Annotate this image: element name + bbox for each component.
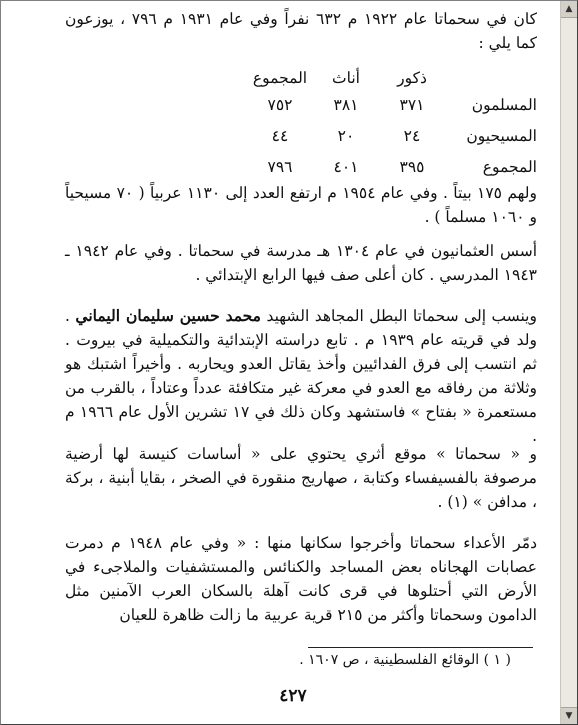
hero-text-rest: . ولد في قريته عام ١٩٣٩ م . تابع دراسته الإبتدائية والتكميلية في بيروت . ثم انتسب إلى فرق الفدائيين وأخذ يقاتل العدو ويحاربه . وأخيراً اشتبك هو وثلاثة من رفاقه مع العدو في معركة غير متكافئة عدداً وعتاداً ، بالقرب من مستعمرة « بفتاح » فاستشهد وكان ذلك في ١٧ تشرين الأول عام ١٩٦٦ م . xyxy=(65,307,537,445)
table-cell: ٧٩٦ xyxy=(267,157,293,176)
table-cell: المسيحيون xyxy=(466,126,537,145)
site-paragraph xyxy=(65,442,537,514)
scroll-down-button[interactable]: ▼ xyxy=(561,707,577,724)
table-row xyxy=(247,151,537,182)
book-page xyxy=(19,1,567,724)
intro-text: كان في سحماتا عام ١٩٢٢ م ٦٣٢ نفراً وفي عام ١٩٣١ م ٧٩٦ ، يوزعون كما يلي : xyxy=(65,10,538,52)
footnote-divider xyxy=(308,647,533,648)
hero-text xyxy=(65,304,537,448)
table-cell: ٢٤ xyxy=(403,126,421,145)
table-cell: ٣٨١ xyxy=(333,95,359,114)
hero-text-start: وينسب إلى سحماتا البطل المجاهد الشهيد xyxy=(266,307,537,325)
houses-paragraph xyxy=(65,181,537,229)
table-header-cell: المجموع xyxy=(252,69,308,87)
destruction-paragraph xyxy=(65,531,537,627)
table-header-row xyxy=(247,67,537,89)
intro-paragraph xyxy=(65,7,537,55)
table-cell: ٣٩٥ xyxy=(399,157,425,176)
table-cell: ٣٧١ xyxy=(399,95,425,114)
hero-name: محمد حسين سليمان اليماني xyxy=(75,306,261,325)
table-header-cell: أناث xyxy=(332,69,360,87)
table-cell: ٧٥٢ xyxy=(267,95,293,114)
table-cell: ٤٤ xyxy=(271,126,289,145)
table-row xyxy=(247,120,537,151)
school-text: أسس العثمانيون في عام ١٣٠٤ هـ مدرسة في سحماتا . وفي عام ١٩٤٢ ـ ١٩٤٣ المدرسي . كان أعلى صف فيها الرابع الإبتدائي . xyxy=(65,242,537,284)
table-header-cell: ذكور xyxy=(397,69,427,87)
table-cell: المجموع xyxy=(482,157,537,176)
destruction-text: دمّر الأعداء سحماتا وأخرجوا سكانها منها : « وفي عام ١٩٤٨ م دمرت عصابات الهجاناه بعض المساجد والكنائس والمستشفيات والملاجىء في الأرض التي أحتلوها في قرى كانت آهلة بالسكان العرب الآمنين مثل الدامون وسحماتا وأكثر من ٢١٥ قرية عربية ما زالت ظاهرة للعيان xyxy=(65,534,537,624)
table-row xyxy=(247,89,537,120)
site-text: و « سحماتا » موقع أثري يحتوي على « أساسات كنيسة لها أرضية مرصوفة بالفسيفساء وكتابة ، صهاريج منقورة في الصخر ، بقايا أبنية ، بركة ، مدافن » (١) . xyxy=(65,445,537,511)
table-cell: ٤٠١ xyxy=(333,157,359,176)
table-cell: ٢٠ xyxy=(337,126,355,145)
houses-text: ولهم ١٧٥ بيتاً . وفي عام ١٩٥٤ م ارتفع العدد إلى ١١٣٠ عربياً ( ٧٠ مسيحياً و ١٠٦٠ مسلماً ) . xyxy=(65,184,538,226)
footnote: ( ١ ) الوقائع الفلسطينية ، ص ١٦٠٧ . xyxy=(299,652,511,668)
scroll-up-button[interactable]: ▲ xyxy=(561,1,577,18)
school-paragraph xyxy=(65,239,537,287)
page-number: ٤٢٧ xyxy=(279,686,307,706)
table-cell: المسلمون xyxy=(471,95,537,114)
vertical-scrollbar[interactable] xyxy=(560,1,577,724)
hero-paragraph xyxy=(65,304,537,448)
population-table xyxy=(247,67,537,182)
